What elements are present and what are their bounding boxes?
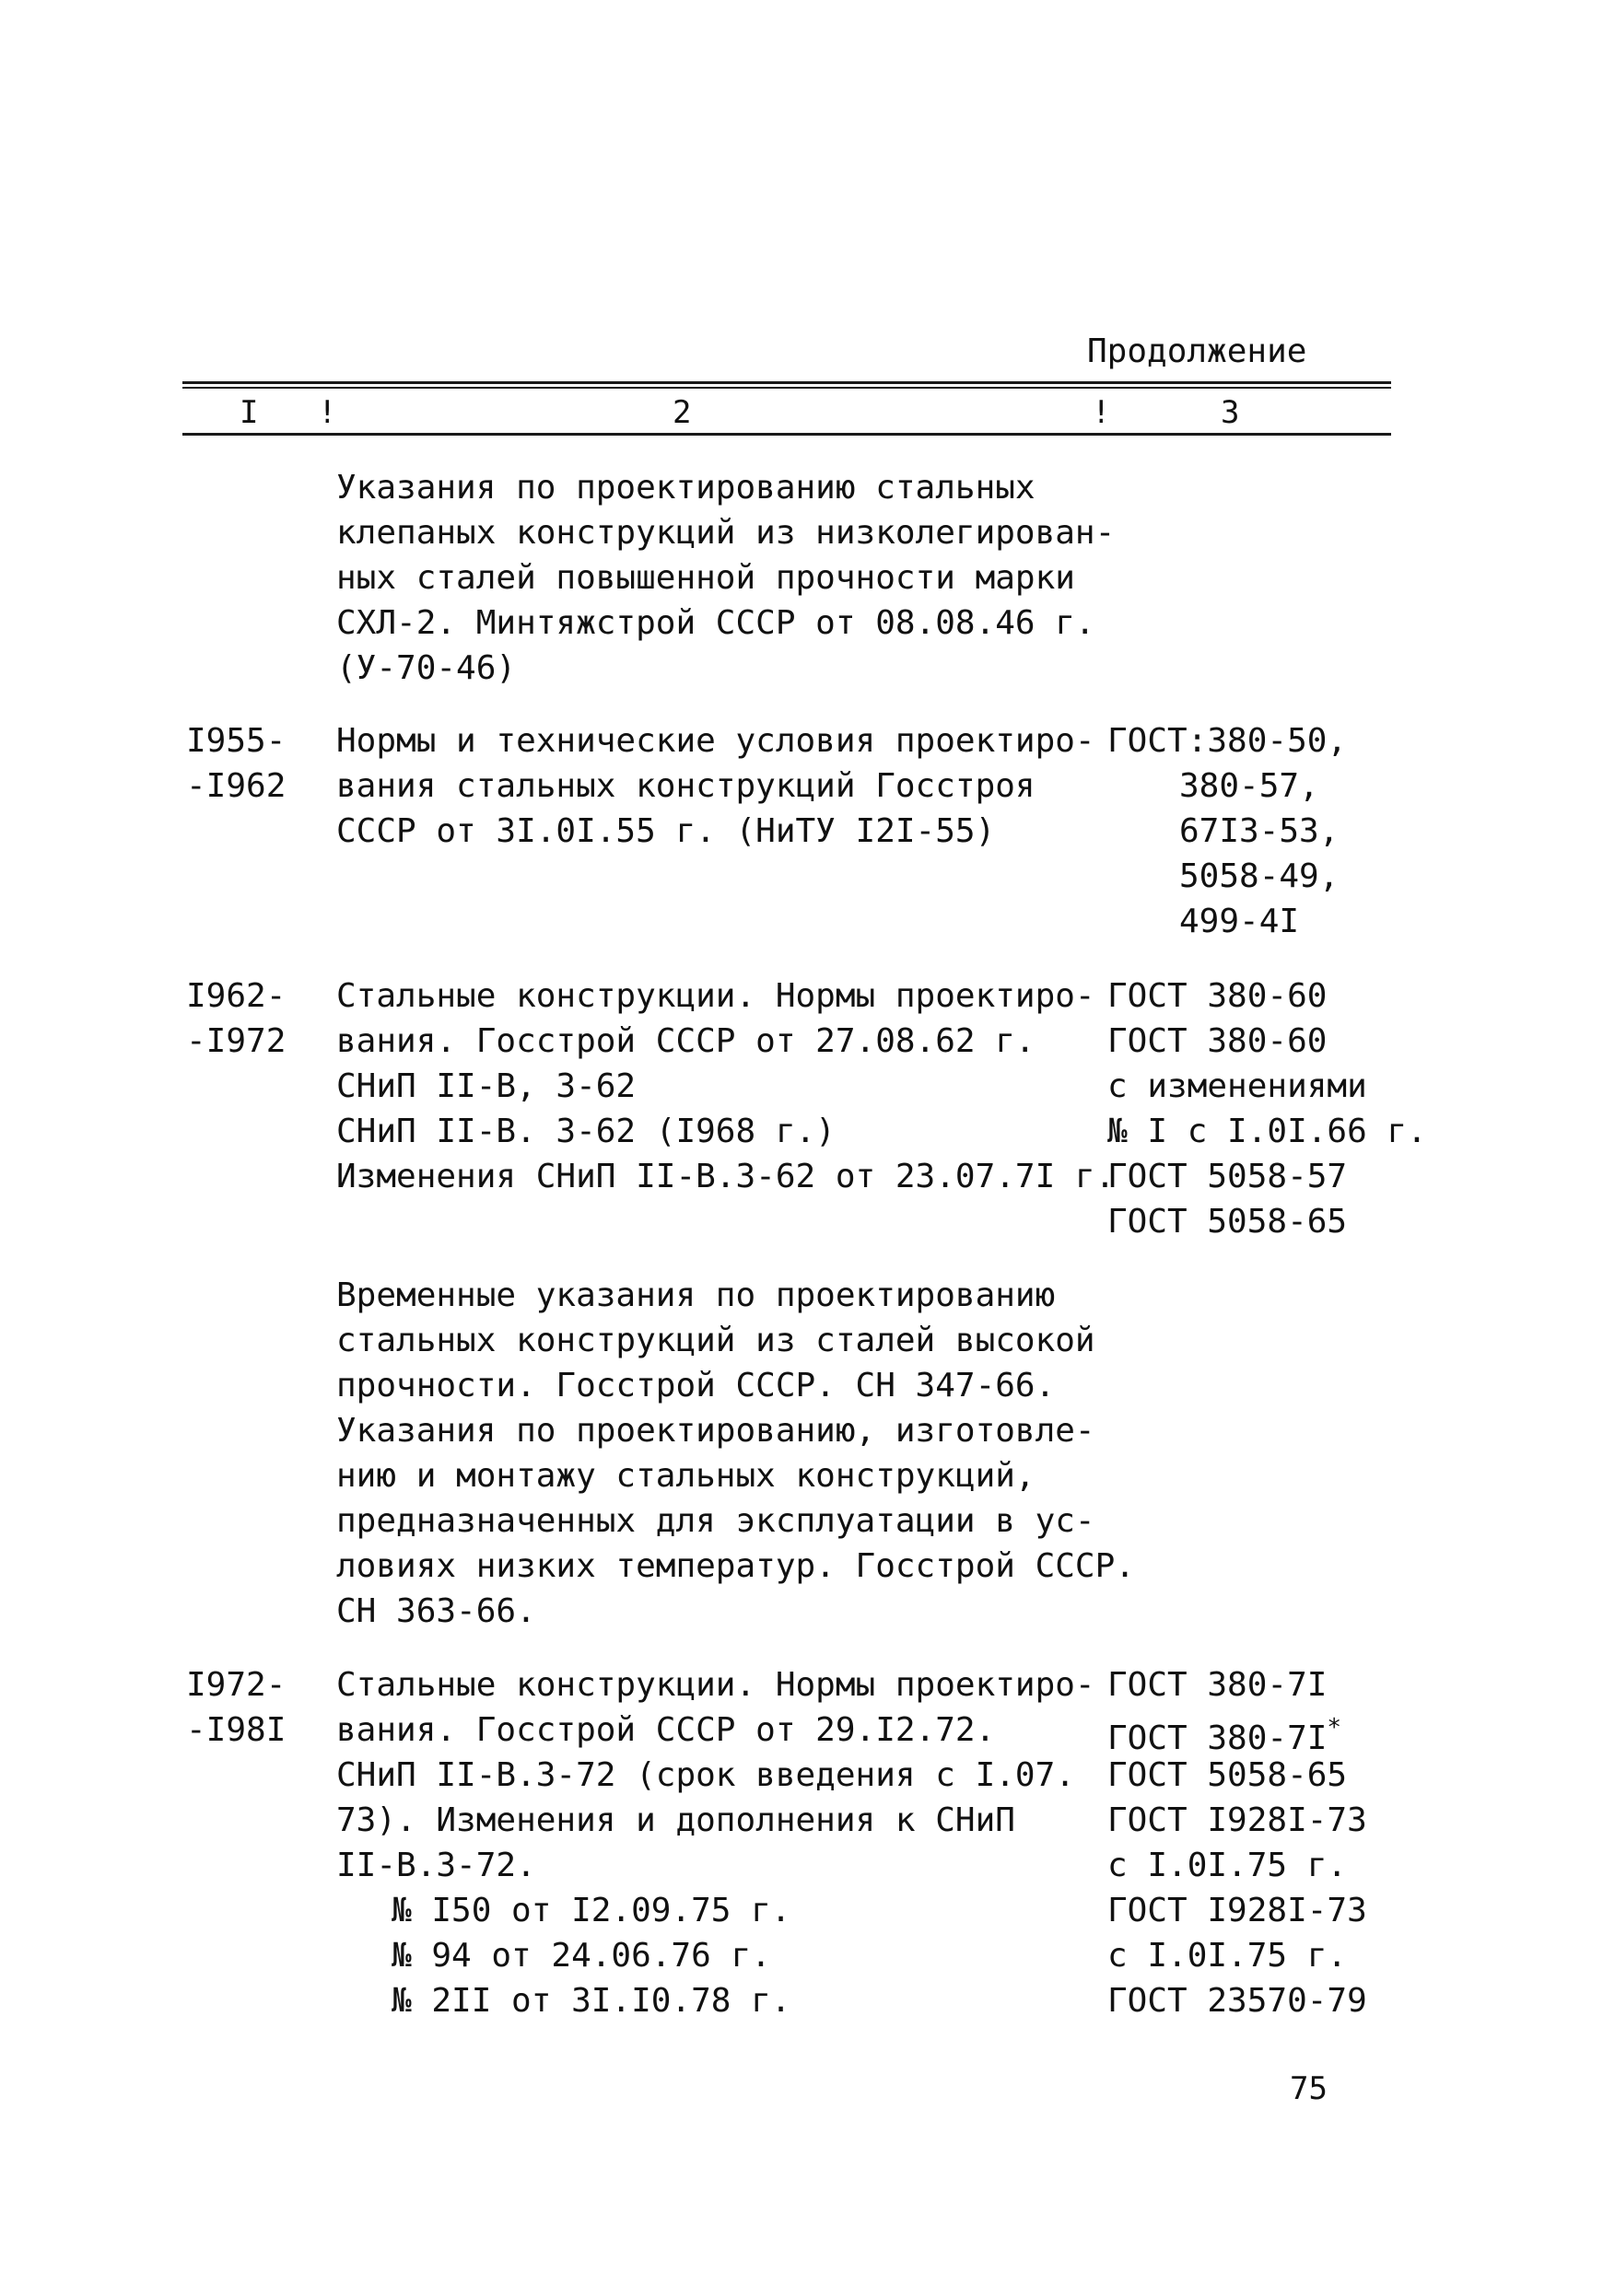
continuation-label: Продолжение bbox=[1087, 332, 1307, 370]
standard-line: ГОСТ I928I-73 bbox=[1107, 1801, 1367, 1839]
standard-line: с I.0I.75 г. bbox=[1107, 1847, 1348, 1884]
desc-line: Указания по проектированию стальных bbox=[336, 469, 1036, 507]
year-line: I962- bbox=[186, 977, 287, 1015]
block-3-years bbox=[186, 973, 297, 1064]
desc-line: II-В.3-72. bbox=[336, 1847, 536, 1884]
page-number: 75 bbox=[1290, 2070, 1328, 2107]
block-1-description bbox=[336, 465, 1116, 691]
top-rule-lower bbox=[182, 387, 1391, 389]
standard-line: ГОСТ 380-60 bbox=[1107, 977, 1328, 1015]
standard-line: ГОСТ 380-60 bbox=[1107, 1022, 1328, 1060]
year-line: I955- bbox=[186, 722, 287, 760]
desc-line: (У-70-46) bbox=[336, 649, 517, 687]
desc-line: вания. Госстрой СССР от 27.08.62 г. bbox=[336, 1022, 1036, 1060]
desc-line: СССР от 3I.0I.55 г. (НиТУ I2I-55) bbox=[336, 812, 996, 850]
desc-line: № 94 от 24.06.76 г. bbox=[392, 1937, 771, 1975]
column-header-3: 3 bbox=[1221, 394, 1240, 431]
standard-line: 380-57, bbox=[1179, 767, 1319, 805]
block-5-standards bbox=[1107, 1662, 1531, 2023]
desc-line: Указания по проектированию, изготовле- bbox=[336, 1412, 1095, 1450]
desc-line: № 2II от 3I.I0.78 г. bbox=[392, 1982, 791, 2020]
standard-line: ГОСТ 5058-65 bbox=[1107, 1203, 1348, 1241]
block-5-years bbox=[186, 1662, 297, 1753]
block-4-description bbox=[336, 1273, 1135, 1634]
desc-line: стальных конструкций из сталей высокой bbox=[336, 1322, 1095, 1359]
standard-line: № I с I.0I.66 г. bbox=[1107, 1113, 1427, 1150]
block-3-standards bbox=[1107, 973, 1531, 1244]
block-3-description bbox=[336, 973, 1116, 1199]
standard-line: ГОСТ 5058-65 bbox=[1107, 1756, 1348, 1794]
standard-line: ГОСТ 23570-79 bbox=[1107, 1982, 1367, 2020]
standard-line: ГОСТ I928I-73 bbox=[1107, 1892, 1367, 1929]
desc-line: вания стальных конструкций Госстроя bbox=[336, 767, 1036, 805]
desc-line: 73). Изменения и дополнения к СНиП bbox=[336, 1801, 1015, 1839]
desc-line: ных сталей повышенной прочности марки bbox=[336, 559, 1075, 597]
desc-line: Стальные конструкции. Нормы проектиро- bbox=[336, 977, 1095, 1015]
desc-line: Стальные конструкции. Нормы проектиро- bbox=[336, 1666, 1095, 1704]
column-separator-2: ! bbox=[1092, 394, 1111, 431]
standard-line: ГОСТ:380-50, bbox=[1107, 722, 1348, 760]
desc-line: клепаных конструкций из низколегирован- bbox=[336, 514, 1116, 552]
standard-line bbox=[1107, 1707, 1531, 1757]
standard-line: 67I3-53, bbox=[1179, 812, 1340, 850]
year-line: -I962 bbox=[186, 767, 287, 805]
desc-line: прочности. Госстрой СССР. СН 347-66. bbox=[336, 1367, 1056, 1404]
block-2-description bbox=[336, 718, 1101, 854]
desc-line: вания. Госстрой СССР от 29.I2.72. bbox=[336, 1711, 996, 1749]
standard-line: ГОСТ 380-7I bbox=[1107, 1666, 1328, 1704]
standard-text: ГОСТ 380-7I bbox=[1107, 1719, 1328, 1757]
desc-line: № I50 от I2.09.75 г. bbox=[392, 1892, 791, 1929]
desc-line: Изменения СНиП II-В.3-62 от 23.07.7I г. bbox=[336, 1158, 1116, 1195]
block-2-standards bbox=[1107, 718, 1531, 944]
footnote-mark: * bbox=[1327, 1714, 1342, 1742]
standard-line: 5058-49, bbox=[1179, 857, 1340, 895]
standard-line: ГОСТ 5058-57 bbox=[1107, 1158, 1348, 1195]
desc-line: предназначенных для эксплуатации в ус- bbox=[336, 1502, 1095, 1540]
year-line: -I972 bbox=[186, 1022, 287, 1060]
desc-line: СХЛ-2. Минтяжстрой СССР от 08.08.46 г. bbox=[336, 604, 1095, 642]
column-separator-1: ! bbox=[318, 394, 337, 431]
desc-line: Нормы и технические условия проектиро- bbox=[336, 722, 1095, 760]
year-line: I972- bbox=[186, 1666, 287, 1704]
block-2-years bbox=[186, 718, 297, 809]
desc-line: ловиях низких температур. Госстрой СССР. bbox=[336, 1547, 1135, 1585]
standard-line: 499-4I bbox=[1179, 903, 1300, 940]
desc-line: СНиП II-В, 3-62 bbox=[336, 1067, 637, 1105]
standard-line: с I.0I.75 г. bbox=[1107, 1937, 1348, 1975]
column-header-1: I bbox=[240, 394, 259, 431]
block-5-description bbox=[336, 1662, 1101, 2023]
standard-line: с изменениями bbox=[1107, 1067, 1367, 1105]
desc-line: СНиП II-В.3-72 (срок введения с I.07. bbox=[336, 1756, 1075, 1794]
column-header-2: 2 bbox=[673, 394, 692, 431]
top-rule-upper bbox=[182, 381, 1391, 384]
header-bottom-rule bbox=[182, 433, 1391, 436]
desc-line: СНиП II-В. 3-62 (I968 г.) bbox=[336, 1113, 836, 1150]
desc-line: СН 363-66. bbox=[336, 1592, 536, 1630]
desc-line: Временные указания по проектированию bbox=[336, 1276, 1056, 1314]
desc-line: нию и монтажу стальных конструкций, bbox=[336, 1457, 1036, 1495]
year-line: -I98I bbox=[186, 1711, 287, 1749]
